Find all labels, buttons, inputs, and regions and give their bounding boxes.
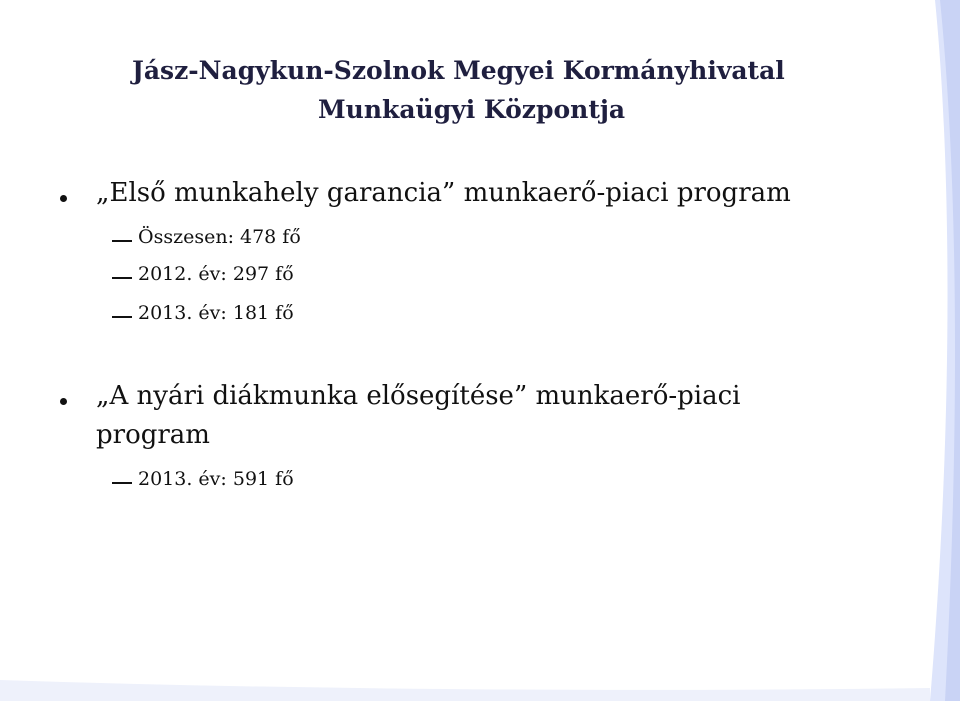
sub-dash <box>112 316 132 318</box>
bullet-dot <box>60 195 67 202</box>
bullet-text-line-2: program <box>96 420 210 450</box>
bullet-text-line-1: „A nyári diákmunka elősegítése” munkaerő-piaci <box>96 381 741 411</box>
bullet-dot <box>60 398 67 405</box>
sub-item: Összesen: 478 fő <box>138 226 301 248</box>
sub-item: 2012. év: 297 fő <box>138 263 294 285</box>
sub-item: 2013. év: 181 fő <box>138 302 294 324</box>
title-line-1: Jász-Nagykun-Szolnok Megyei Kormányhivatal <box>132 56 785 85</box>
sub-dash <box>112 277 132 279</box>
bullet-text: „Első munkahely garancia” munkaerő-piaci program <box>96 178 791 208</box>
bottom-curve <box>0 680 930 701</box>
title-line-2: Munkaügyi Központja <box>318 95 626 124</box>
sub-dash <box>112 240 132 242</box>
sub-dash <box>112 482 132 484</box>
sub-item: 2013. év: 591 fő <box>138 468 294 490</box>
